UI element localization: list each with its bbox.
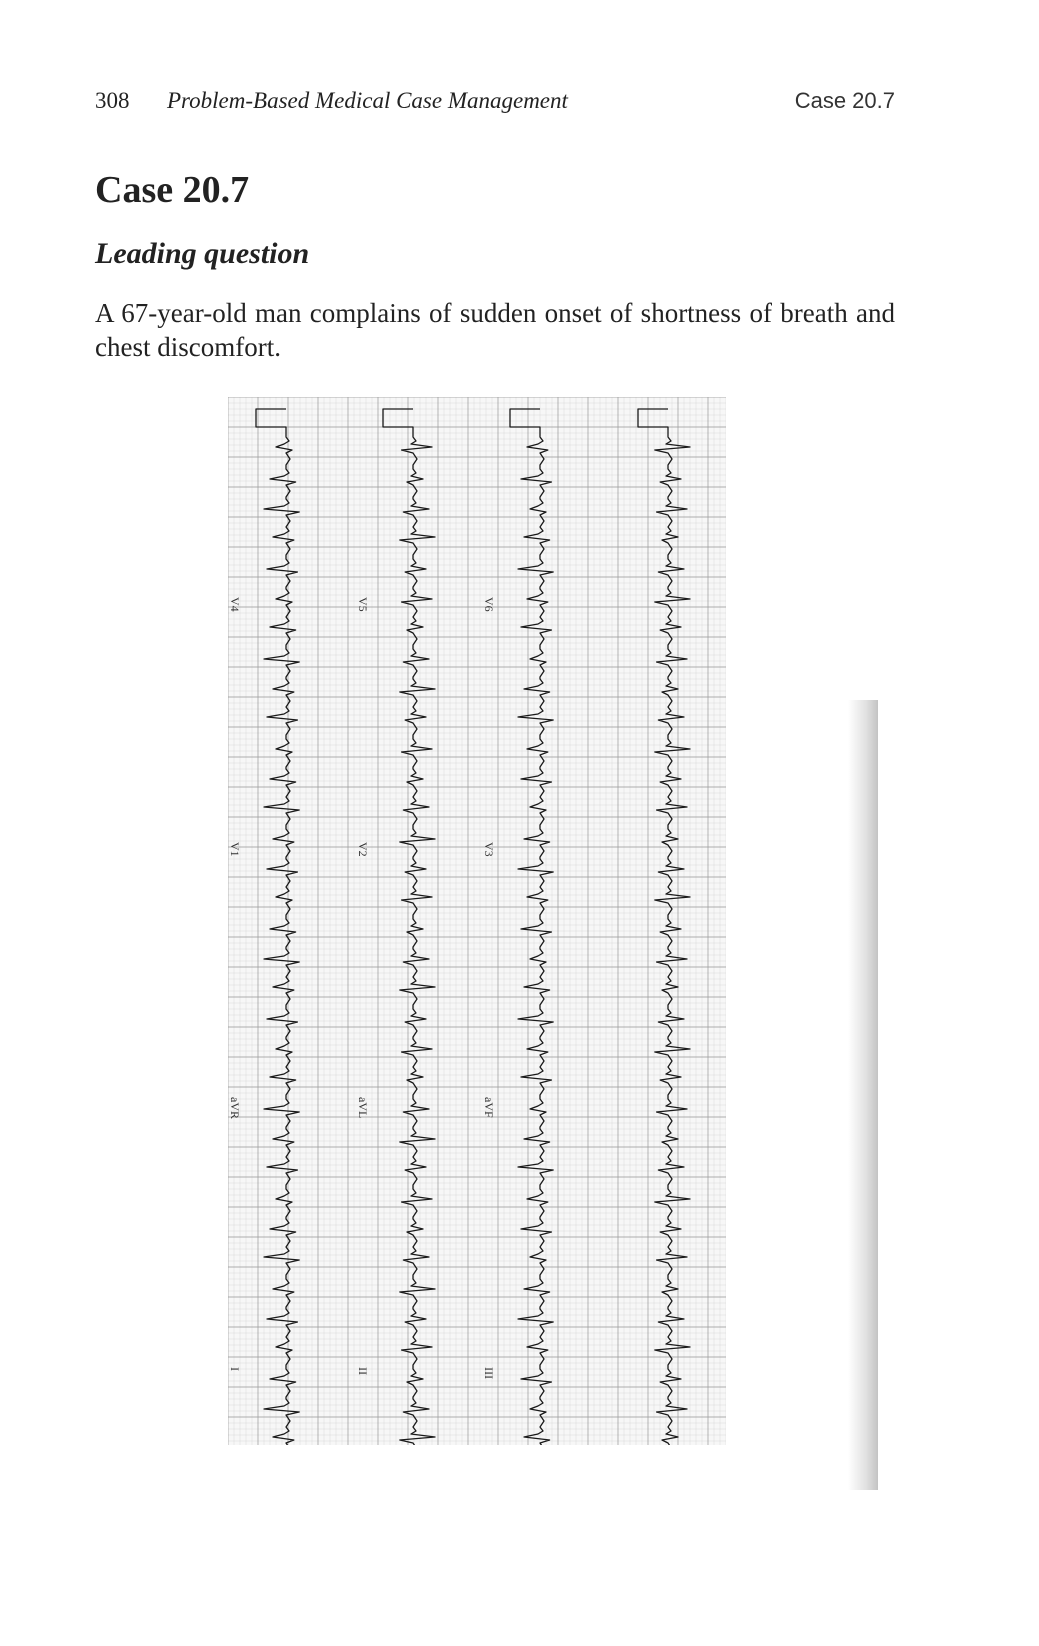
section-heading: Leading question <box>95 237 310 270</box>
ecg-lead-label-ii: II <box>356 1367 370 1375</box>
ecg-lead-label-avf: aVF <box>482 1097 496 1118</box>
case-title: Case 20.7 <box>95 169 250 211</box>
ecg-lead-label-avl: aVL <box>356 1097 370 1119</box>
ecg-paper <box>228 397 726 1445</box>
ecg-figure <box>228 397 726 1445</box>
ecg-lead-label-v3: V3 <box>482 842 496 857</box>
ecg-tracing <box>228 397 726 1445</box>
ecg-lead-label-v6: V6 <box>482 597 496 612</box>
ecg-lead-label-v2: V2 <box>356 842 370 857</box>
book-title: Problem-Based Medical Case Management <box>167 88 568 113</box>
running-head <box>95 88 895 128</box>
ecg-lead-label-v1: V1 <box>228 842 242 857</box>
ecg-lead-label-iii: III <box>482 1367 496 1379</box>
running-case-tag: Case 20.7 <box>794 88 895 113</box>
question-text: A 67-year-old man complains of sudden onset of shortness of breath and chest discomfort. <box>95 298 895 363</box>
page-number: 308 <box>95 88 130 113</box>
ecg-lead-label-avr: aVR <box>228 1097 242 1119</box>
ecg-lead-label-v5: V5 <box>356 597 370 612</box>
page-edge-shadow <box>848 700 878 1490</box>
ecg-lead-label-v4: V4 <box>228 597 242 612</box>
ecg-lead-label-i: I <box>228 1367 242 1371</box>
